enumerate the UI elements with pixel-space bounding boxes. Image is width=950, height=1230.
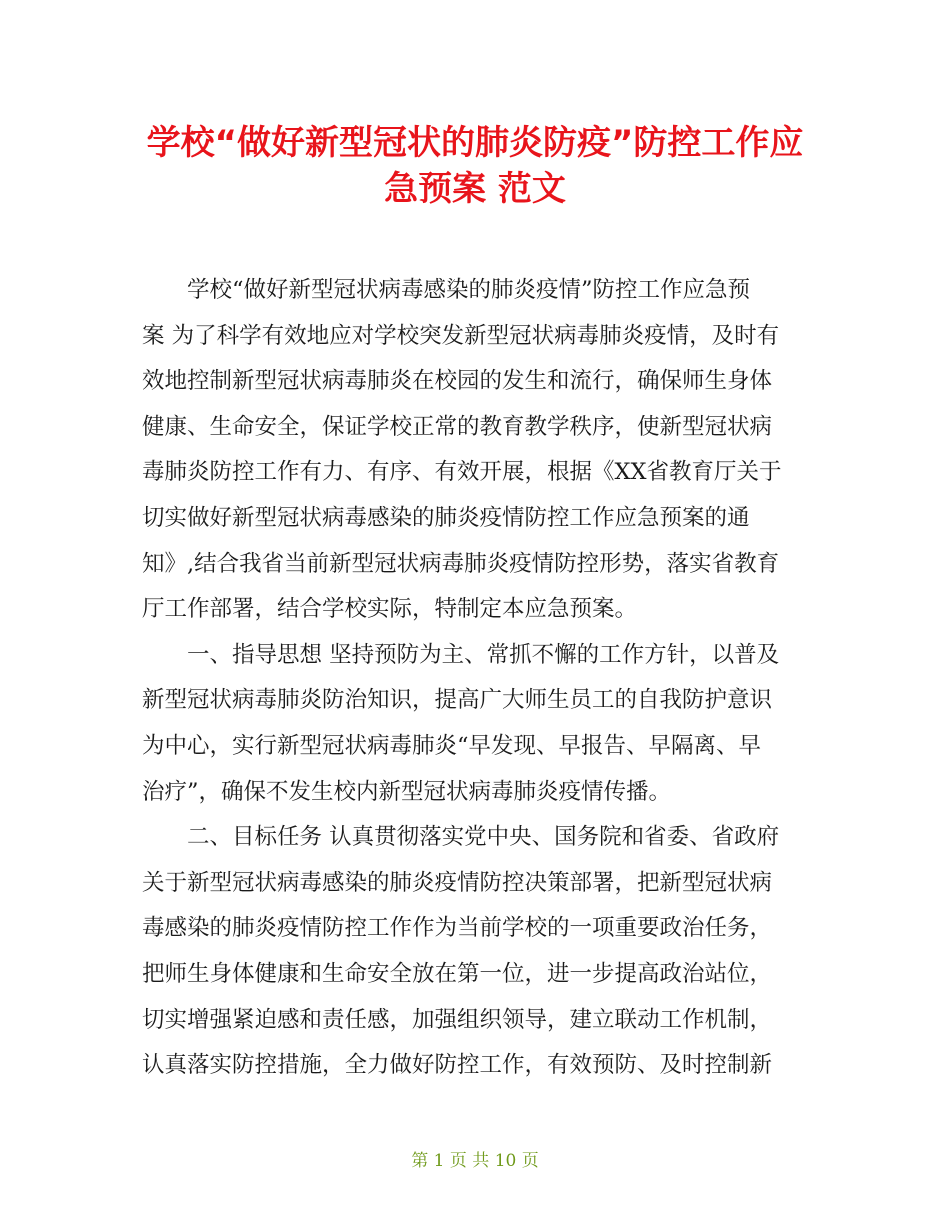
text-line: 毒感染的肺炎疫情防控工作作为当前学校的一项重要政治任务，	[142, 915, 773, 942]
text-line: 效地控制新型冠状病毒肺炎在校园的发生和流行，确保师生身体	[142, 368, 773, 395]
text-line: 毒肺炎防控工作有力、有序、有效开展，根据《XX省教育厅关于	[142, 459, 782, 486]
document-body	[142, 268, 822, 1089]
title-line-1: 学校“做好新型冠状的肺炎防疫”防控工作应	[146, 123, 804, 163]
text-line: 关于新型冠状病毒感染的肺炎疫情防控决策部署，把新型冠状病	[142, 869, 773, 896]
text-line: 为中心，实行新型冠状病毒肺炎“早发现、早报告、早隔离、早	[142, 732, 762, 759]
text-line: 案 为了科学有效地应对学校突发新型冠状病毒肺炎疫情，及时有	[142, 322, 780, 349]
text-line: 学校“做好新型冠状病毒感染的肺炎疫情”防控工作应急预	[142, 277, 751, 303]
text-line: 切实做好新型冠状病毒感染的肺炎疫情防控工作应急预案的通	[142, 504, 750, 531]
text-line: 厅工作部署，结合学校实际，特制定本应急预案。	[142, 596, 638, 623]
text-line: 治疗”，确保不发生校内新型冠状病毒肺炎疫情传播。	[142, 778, 672, 805]
paragraph-guiding-ideology	[142, 633, 822, 815]
text-line: 新型冠状病毒肺炎防治知识，提高广大师生员工的自我防护意识	[142, 687, 773, 714]
text-line: 二、目标任务 认真贯彻落实党中央、国务院和省委、省政府	[142, 824, 780, 851]
paragraph-intro	[142, 268, 822, 633]
text-line: 健康、生命安全，保证学校正常的教育教学秩序，使新型冠状病	[142, 413, 773, 440]
text-line: 把师生身体健康和生命安全放在第一位，进一步提高政治站位，	[142, 960, 773, 987]
document-title	[100, 112, 850, 209]
text-line: 一、指导思想 坚持预防为主、常抓不懈的工作方针，以普及	[142, 641, 780, 668]
text-line: 认真落实防控措施，全力做好防控工作，有效预防、及时控制新	[142, 1052, 773, 1079]
page-footer: 第 1 页 共 10 页	[411, 1151, 539, 1171]
paragraph-goals-tasks	[142, 815, 822, 1089]
text-line: 切实增强紧迫感和责任感，加强组织领导，建立联动工作机制，	[142, 1006, 773, 1033]
title-line-2: 急预案 范文	[384, 168, 566, 209]
text-line: 知》,结合我省当前新型冠状病毒肺炎疫情防控形势，落实省教育	[142, 550, 780, 577]
